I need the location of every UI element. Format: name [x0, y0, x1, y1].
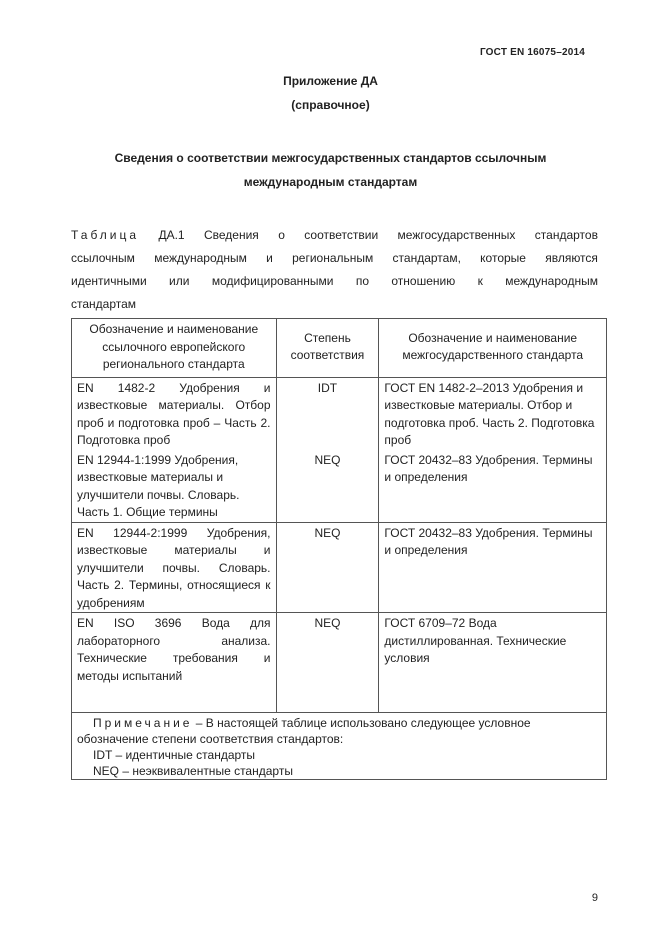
- spacer-cell: [276, 685, 379, 713]
- note-text-2: обозначение степени соответствия стандартов:: [77, 732, 344, 746]
- spacer-cell: [72, 685, 277, 713]
- cell-european: EN 12944-1:1999 Удобрения, известковые материалы и улучшители почвы. Словарь. Часть 1. Общие термины: [72, 450, 277, 523]
- caption-word: соответствии: [304, 228, 379, 242]
- header-european-standard: Обозначение и наименование ссылочного европейского регионального стандарта: [72, 319, 277, 378]
- caption-word: идентичными: [71, 274, 147, 288]
- caption-word: Сведения: [203, 228, 259, 242]
- page-number: 9: [591, 892, 598, 904]
- cell-european: EN ISO 3696 Вода для лабораторного анализа. Технические требования и методы испытаний: [72, 613, 277, 686]
- cell-european: EN 1482-2 Удобрения и известковые материалы. Отбор проб и подготовка проб – Часть 2. Подготовка проб: [72, 377, 277, 450]
- note-text: – В настоящей таблице использовано следующее условное: [192, 716, 531, 730]
- cell-interstate: ГОСТ 20432–83 Удобрения. Термины и определения: [379, 450, 607, 523]
- caption-word: стандартам,: [392, 251, 461, 265]
- table-note: [72, 713, 607, 780]
- caption-prefix: Таблица: [71, 228, 140, 242]
- table-caption: [71, 224, 598, 316]
- caption-word: отношению: [391, 274, 456, 288]
- standards-table: [71, 318, 607, 780]
- appendix-subtitle: (справочное): [291, 98, 370, 112]
- table-note-row: [72, 713, 607, 780]
- caption-word: региональным: [292, 251, 374, 265]
- section-heading: [0, 146, 661, 194]
- table-header-row: [72, 319, 607, 378]
- table-row: [72, 613, 607, 686]
- heading-line-1: Сведения о соответствии межгосударственных стандартов ссылочным: [114, 151, 547, 165]
- caption-word: стандартам: [71, 297, 137, 311]
- caption-line-3: [71, 270, 598, 293]
- cell-interstate: ГОСТ 6709–72 Вода дистиллированная. Технические условия: [379, 613, 607, 686]
- caption-word: международным: [505, 274, 598, 288]
- caption-word: и: [266, 251, 273, 265]
- cell-interstate: ГОСТ EN 1482-2–2013 Удобрения и известковые материалы. Отбор и подготовка проб. Часть 2. Подготовка проб: [379, 377, 607, 450]
- header-interstate-standard: Обозначение и наименование межгосударственного стандарта: [379, 319, 607, 378]
- caption-line-2: [71, 247, 598, 270]
- caption-number: ДА.1: [158, 228, 185, 242]
- cell-degree: NEQ: [276, 522, 379, 613]
- caption-word: являются: [545, 251, 598, 265]
- cell-degree: NEQ: [276, 613, 379, 686]
- caption-word: или: [169, 274, 190, 288]
- caption-word: стандартов: [534, 228, 598, 242]
- caption-word: по: [355, 274, 370, 288]
- caption-word: к: [477, 274, 483, 288]
- header-degree: Степень соответствия: [276, 319, 379, 378]
- caption-word: международным: [154, 251, 247, 265]
- table-spacer-row: [72, 685, 607, 713]
- caption-word: которые: [480, 251, 526, 265]
- caption-word: о: [278, 228, 285, 242]
- document-code: ГОСТ EN 16075–2014: [479, 47, 585, 58]
- table-row: [72, 377, 607, 450]
- note-idt: IDT – идентичные стандарты: [93, 748, 256, 762]
- caption-word: межгосударственных: [397, 228, 516, 242]
- spacer-cell: [379, 685, 607, 713]
- caption-word: модифицированными: [211, 274, 334, 288]
- table-row: [72, 450, 607, 523]
- cell-interstate: ГОСТ 20432–83 Удобрения. Термины и определения: [379, 522, 607, 613]
- caption-line-1: [71, 224, 598, 247]
- cell-degree: NEQ: [276, 450, 379, 523]
- cell-european: EN 12944-2:1999 Удобрения, известковые материалы и улучшители почвы. Словарь. Часть 2. Термины, относящиеся к удобрениям: [72, 522, 277, 613]
- cell-degree: IDT: [276, 377, 379, 450]
- appendix-title: Приложение ДА: [283, 74, 378, 88]
- table-row: [72, 522, 607, 613]
- caption-word: ссылочным: [71, 251, 135, 265]
- heading-line-2: международным стандартам: [243, 175, 418, 189]
- note-label: Примечание: [93, 716, 193, 730]
- note-neq: NEQ – неэквивалентные стандарты: [93, 764, 293, 778]
- caption-line-4: [71, 293, 598, 316]
